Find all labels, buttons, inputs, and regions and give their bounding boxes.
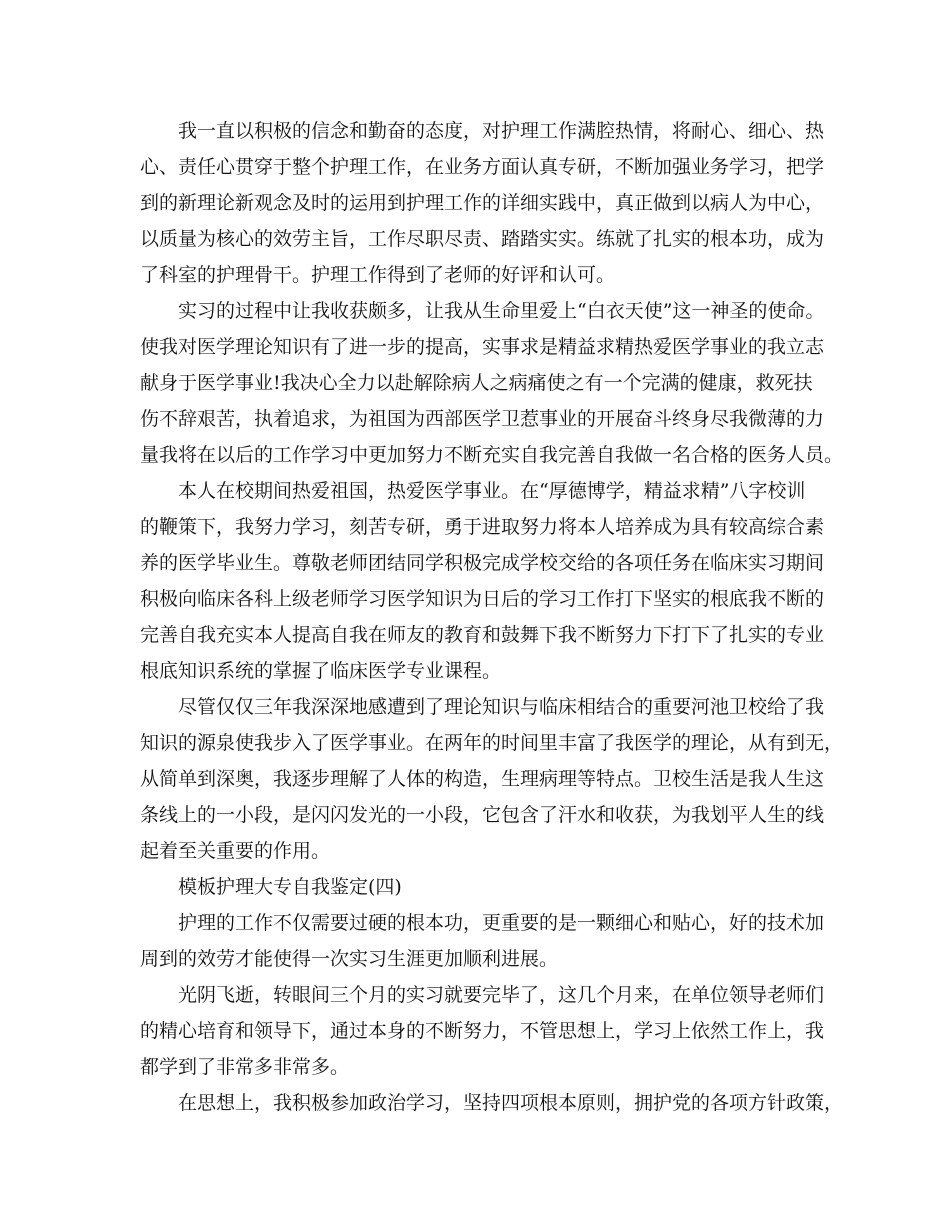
text-line: 养的医学毕业生。尊敬老师团结同学积极完成学校交给的各项任务在临床实习期间: [140, 552, 825, 574]
paragraph-7: [140, 1085, 844, 1121]
paragraph-4: [140, 689, 844, 869]
text-line: 条线上的一小段，是闪闪发光的一小段，它包含了汗水和收获，为我划平人生的线: [140, 804, 825, 826]
paragraph-1: [140, 113, 825, 293]
text-line: 完善自我充实本人提高自我在师友的教育和鼓舞下我不断努力下打下了扎实的专业: [140, 624, 825, 646]
text-line: 的精心培育和领导下，通过本身的不断努力，不管思想上，学习上依然工作上，我: [140, 1020, 825, 1042]
text-line: 到的新理论新观念及时的运用到护理工作的详细实践中，真正做到以病人为中心，: [140, 192, 825, 214]
text-line: 从简单到深奥，我逐步理解了人体的构造，生理病理等特点。卫校生活是我人生这: [140, 768, 825, 790]
text-line: 实习的过程中让我收获颇多，让我从生命里爱上“白衣天使”这一神圣的使命。: [178, 300, 825, 322]
paragraph-2: [140, 293, 844, 473]
text-line: 尽管仅仅三年我深深地感遭到了理论知识与临床相结合的重要河池卫校给了我: [178, 696, 825, 718]
text-line: 周到的效劳才能使得一次实习生涯更加顺利进展。: [140, 948, 559, 970]
heading-line: 模板护理大专自我鉴定(四): [178, 876, 402, 898]
text-line: 知识的源泉使我步入了医学事业。在两年的时间里丰富了我医学的理论，从有到无，: [140, 732, 844, 754]
text-line: 伤不辞艰苦，执着追求，为祖国为西部医学卫惹事业的开展奋斗终身尽我微薄的力: [140, 408, 825, 430]
text-line: 在思想上，我积极参加政治学习，坚持四项根本原则，拥护党的各项方针政策，: [178, 1092, 844, 1114]
paragraph-3: [140, 473, 825, 689]
text-line: 以质量为核心的效劳主旨，工作尽职尽责、踏踏实实。练就了扎实的根本功，成为: [140, 228, 825, 250]
text-line: 都学到了非常多非常多。: [140, 1056, 350, 1078]
text-line: 本人在校期间热爱祖国，热爱医学事业。在“厚德博学，精益求精”八字校训: [178, 480, 806, 502]
text-line: 护理的工作不仅需要过硬的根本功，更重要的是一颗细心和贴心，好的技术加: [178, 912, 825, 934]
text-line: 光阴飞逝，转眼间三个月的实习就要完毕了，这几个月来，在单位领导老师们: [178, 984, 825, 1006]
text-line: 了科室的护理骨干。护理工作得到了老师的好评和认可。: [140, 264, 616, 286]
paragraph-5: [140, 905, 825, 977]
text-line: 使我对医学理论知识有了进一步的提高，实事求是精益求精热爱医学事业的我立志: [140, 336, 825, 358]
text-line: 的鞭策下，我努力学习，刻苦专研，勇于进取努力将本人培养成为具有较高综合素: [140, 516, 825, 538]
text-line: 量我将在以后的工作学习中更加努力不断充实自我完善自我做一名合格的医务人员。: [140, 444, 844, 466]
text-line: 心、责任心贯穿于整个护理工作，在业务方面认真专研，不断加强业务学习，把学: [140, 156, 825, 178]
text-line: 起着至关重要的作用。: [140, 840, 331, 862]
text-line: 根底知识系统的掌握了临床医学专业课程。: [140, 660, 502, 682]
text-line: 我一直以积极的信念和勤奋的态度，对护理工作满腔热情，将耐心、细心、热: [178, 120, 825, 142]
section-heading: [140, 869, 820, 905]
text-line: 积极向临床各科上级老师学习医学知识为日后的学习工作打下坚实的根底我不断的: [140, 588, 825, 610]
paragraph-6: [140, 977, 825, 1085]
text-line: 献身于医学事业!我决心全力以赴解除病人之病痛使之有一个完满的健康，救死扶: [140, 372, 813, 394]
